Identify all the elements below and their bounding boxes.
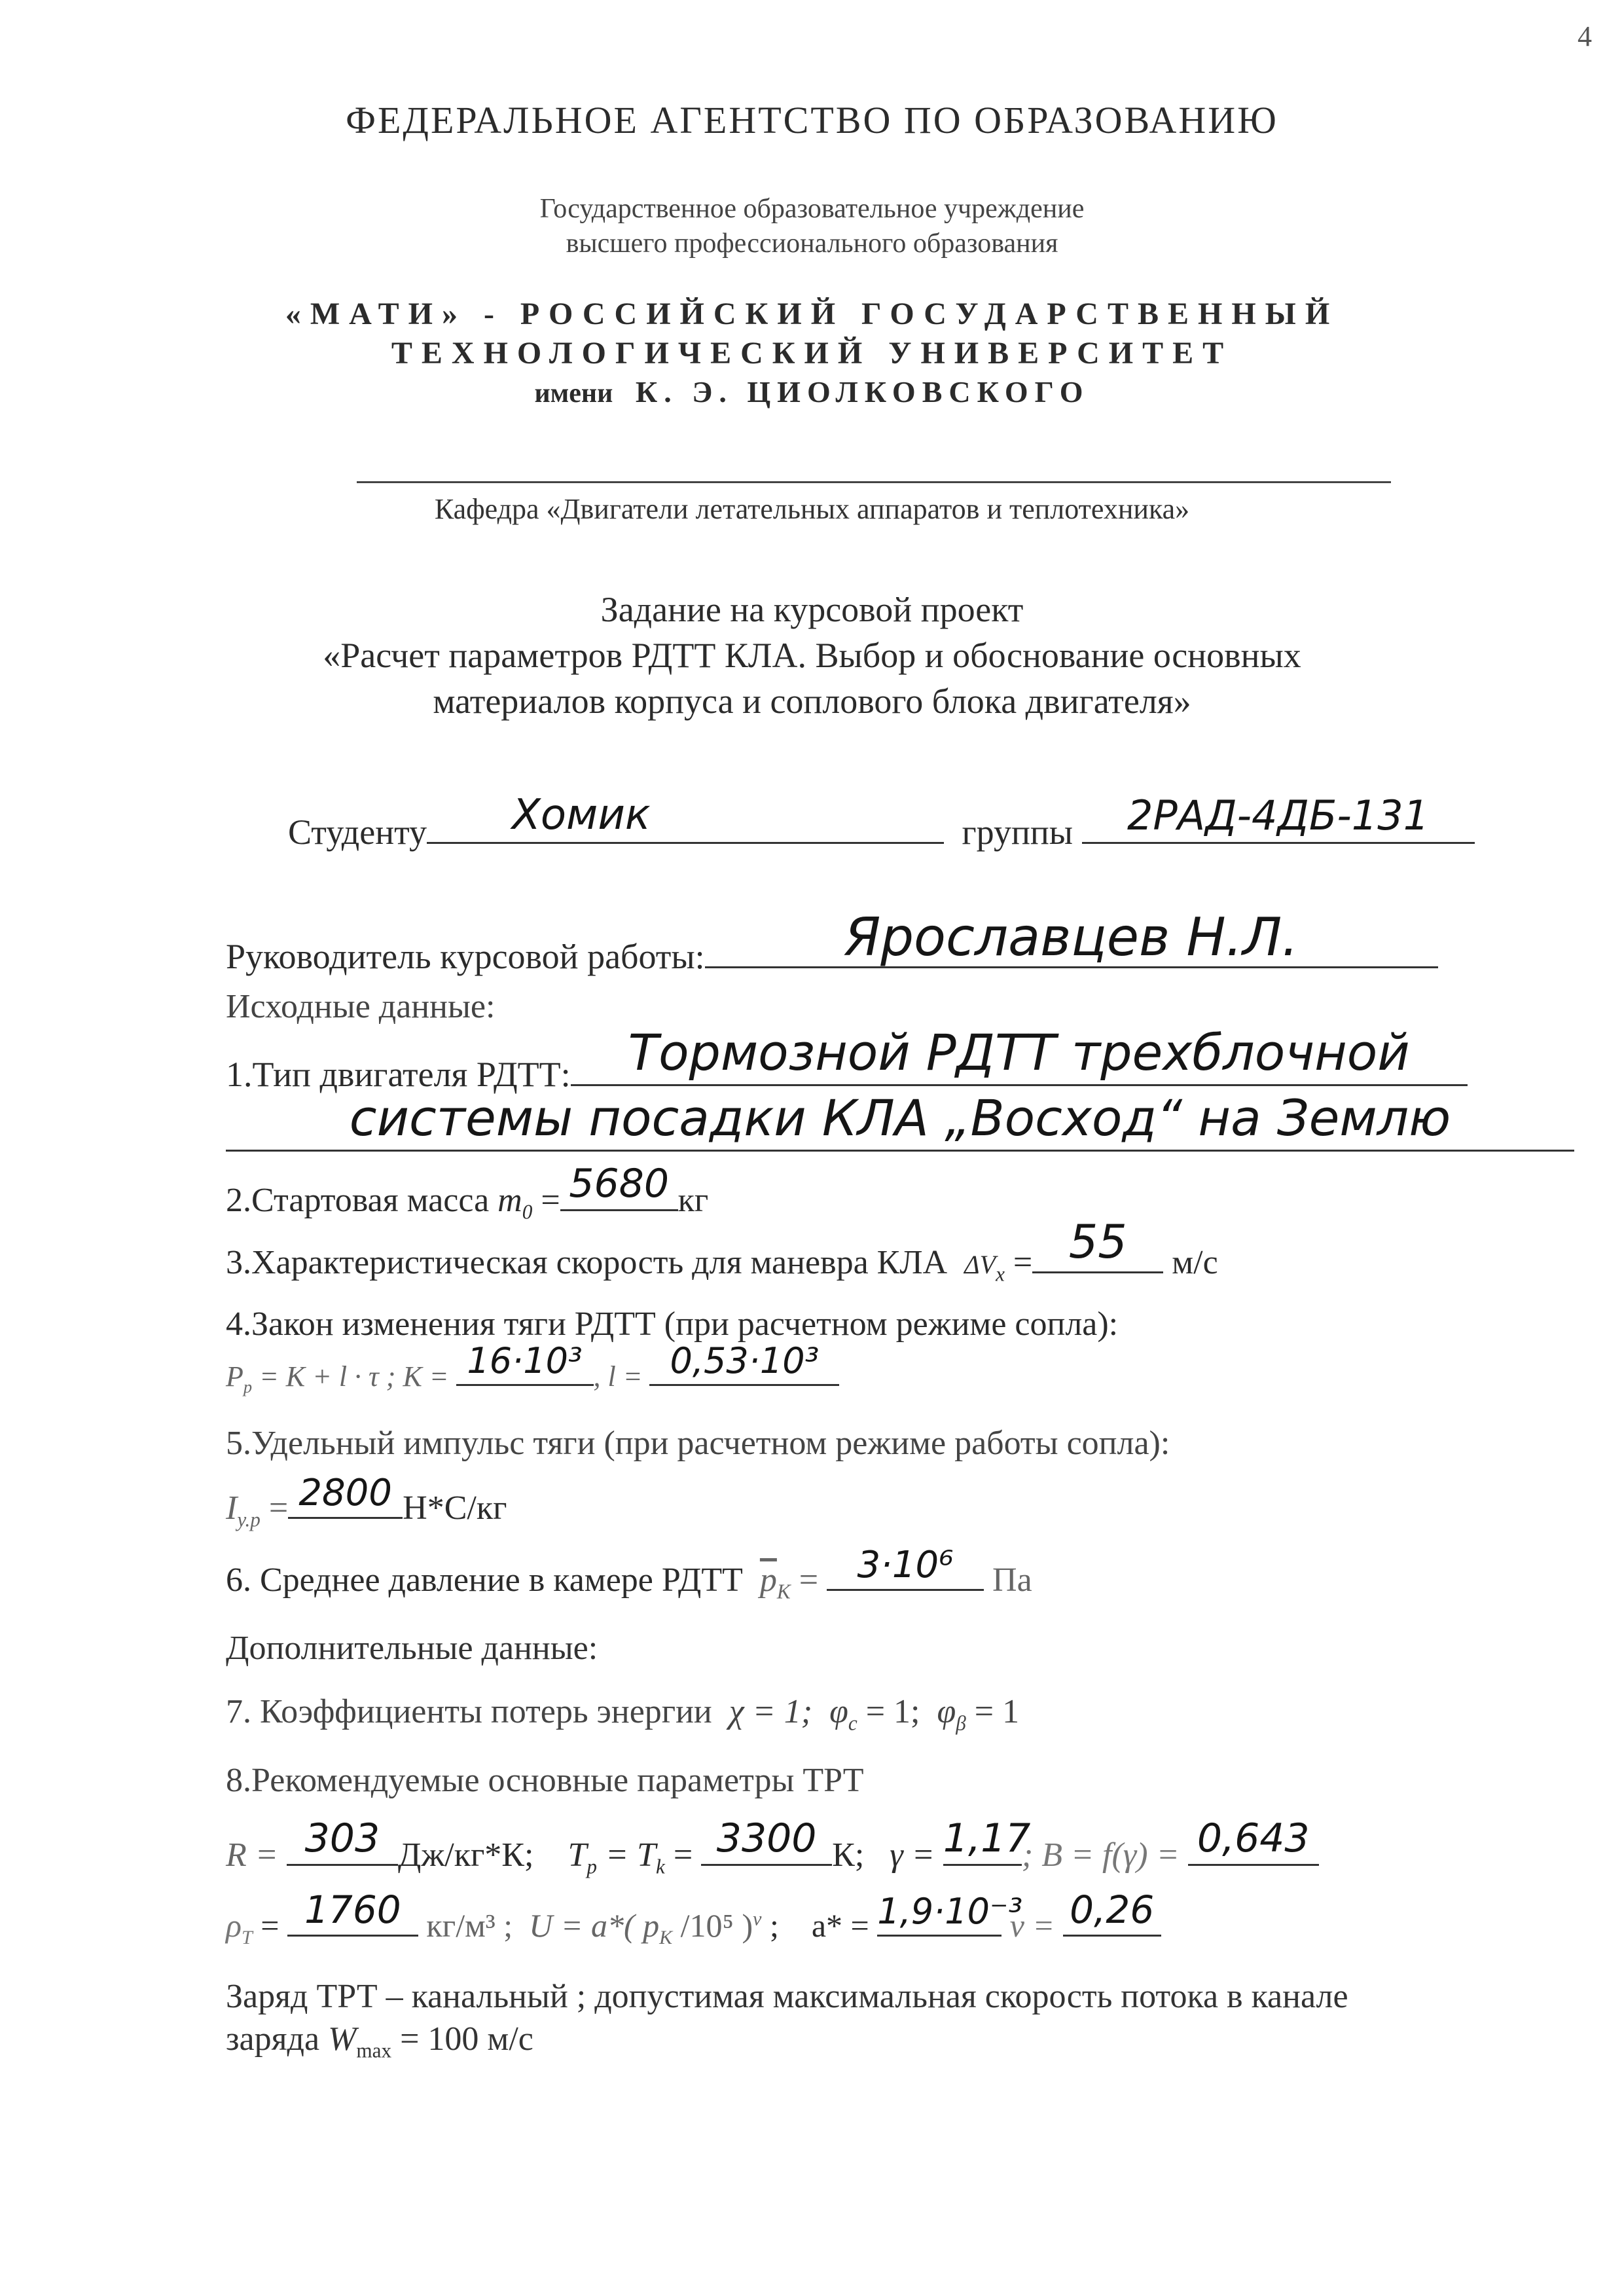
item7-row bbox=[226, 1692, 1019, 1735]
assignment-line2: «Расчет параметров РДТТ КЛА. Выбор и обоснование основных bbox=[323, 636, 1301, 675]
item3-value: 55 bbox=[1068, 1215, 1127, 1269]
item4-formula: = K + l · τ ; K = bbox=[252, 1360, 456, 1393]
rho-unit: кг/м³ ; bbox=[426, 1907, 513, 1944]
initial-data-heading: Исходные данные: bbox=[226, 988, 496, 1025]
r-value: 303 bbox=[304, 1815, 380, 1861]
b-label: ; B = f(γ) = bbox=[1021, 1836, 1188, 1874]
supervisor-label: Руководитель курсовой работы: bbox=[226, 937, 705, 976]
agency-title: ФЕДЕРАЛЬНОЕ АГЕНТСТВО ПО ОБРАЗОВАНИЮ bbox=[346, 99, 1278, 141]
institution-line1: Государственное образовательное учреждение bbox=[539, 194, 1085, 224]
item4-formula-row bbox=[226, 1340, 839, 1397]
t-eq: = bbox=[664, 1836, 702, 1874]
item1-label: 1.Тип двигателя РДТТ: bbox=[226, 1055, 571, 1094]
item5-sub: y.p bbox=[237, 1508, 261, 1531]
university-line2: ТЕХНОЛОГИЧЕСКИЙ УНИВЕРСИТЕТ bbox=[391, 336, 1233, 371]
a-field bbox=[877, 1891, 1023, 1937]
item1-row bbox=[226, 1023, 1468, 1095]
item4-label: 4.Закон изменения тяги РДТТ (при расчетном режиме сопла): bbox=[226, 1305, 1119, 1343]
t-field bbox=[701, 1815, 832, 1866]
charge-value: = 100 м/с bbox=[391, 2020, 533, 2058]
rho-label: ρ bbox=[226, 1907, 242, 1944]
item8-label: 8.Рекомендуемые основные параметры ТРТ bbox=[226, 1762, 864, 1799]
group-field bbox=[1082, 792, 1475, 844]
student-row bbox=[288, 791, 1475, 852]
item3-sub: x bbox=[996, 1262, 1005, 1286]
item5-value: 2800 bbox=[298, 1472, 392, 1514]
supervisor-field bbox=[705, 907, 1438, 968]
item7-phi-b-value: = 1 bbox=[965, 1693, 1020, 1730]
gamma-field bbox=[943, 1815, 1031, 1866]
rho-sub: T bbox=[242, 1927, 253, 1948]
charge-symbol: W bbox=[328, 2020, 357, 2058]
u-label: U = a*( p bbox=[529, 1907, 660, 1944]
t-label: T bbox=[568, 1836, 587, 1874]
charge-prefix: заряда bbox=[226, 2020, 329, 2058]
item4-l-field bbox=[649, 1340, 839, 1386]
item3-label: 3.Характеристическая скорость для маневра КЛА bbox=[226, 1244, 948, 1281]
item2-symbol: m bbox=[497, 1182, 522, 1219]
item2-row: 2.Стартовая масса $m_0$ = 5680 кг bbox=[226, 1161, 709, 1224]
supervisor-row bbox=[226, 907, 1438, 977]
item4-K-field bbox=[456, 1340, 594, 1386]
item6-sub: K bbox=[776, 1580, 791, 1603]
department: Кафедра «Двигатели летательных аппаратов и теплотехника» bbox=[434, 493, 1190, 525]
u-semicolon: ; bbox=[761, 1907, 779, 1944]
charge-line2 bbox=[226, 2020, 533, 2062]
rho-field bbox=[287, 1887, 418, 1937]
item6-unit: Па bbox=[992, 1561, 1032, 1599]
item5-field bbox=[288, 1472, 403, 1519]
rho-value: 1760 bbox=[304, 1887, 401, 1932]
b-value: 0,643 bbox=[1197, 1815, 1310, 1861]
item2-label: 2.Стартовая масса bbox=[226, 1182, 490, 1219]
t-value: 3300 bbox=[716, 1815, 817, 1861]
params-row2 bbox=[226, 1887, 1161, 1949]
assignment-line3: материалов корпуса и соплового блока двигателя» bbox=[433, 682, 1191, 721]
rho-eq: = bbox=[252, 1907, 287, 1944]
item2-value: 5680 bbox=[569, 1161, 669, 1207]
institution-line2: высшего профессионального образования bbox=[566, 228, 1058, 259]
item6-value: 3·10⁶ bbox=[857, 1544, 954, 1586]
item6-row: 6. Среднее давление в камере РДТТ $\overline{p}_K$ = 3·10⁶ Па bbox=[226, 1544, 1032, 1603]
item4-l-value: 0,53·10³ bbox=[670, 1340, 820, 1381]
student-name: Хомик bbox=[512, 791, 651, 839]
a-label: a* = bbox=[811, 1907, 878, 1944]
item4-formula-sub: p bbox=[243, 1376, 253, 1396]
item3-symbol: ΔV bbox=[964, 1250, 996, 1279]
r-label: R = bbox=[226, 1836, 287, 1874]
t-unit: К; bbox=[832, 1836, 865, 1874]
r-field bbox=[287, 1815, 398, 1866]
item7-phi-c-sub: c bbox=[848, 1711, 857, 1735]
item2-field bbox=[560, 1161, 678, 1211]
charge-sub: max bbox=[356, 2039, 392, 2062]
additional-data-heading: Дополнительные данные: bbox=[226, 1630, 598, 1667]
item1-field-line2 bbox=[226, 1089, 1574, 1152]
item7-phi-b: φ bbox=[937, 1693, 956, 1730]
nu-field bbox=[1063, 1887, 1161, 1937]
item7-phi-c: φ bbox=[829, 1693, 848, 1730]
t-sub: p bbox=[586, 1855, 597, 1878]
u-exp: ν bbox=[753, 1908, 762, 1930]
u-sub: K bbox=[659, 1927, 673, 1948]
item7-chi: χ = 1; bbox=[729, 1693, 813, 1730]
assignment-line1: Задание на курсовой проект bbox=[600, 590, 1024, 629]
params-row1 bbox=[226, 1815, 1319, 1878]
a-value: 1,9·10⁻³ bbox=[877, 1891, 1023, 1932]
gamma-label: γ = bbox=[890, 1836, 943, 1874]
item7-phi-b-sub: β bbox=[956, 1711, 966, 1735]
page-number: 4 bbox=[1578, 20, 1592, 52]
item4-formula-symbol: P bbox=[226, 1360, 244, 1393]
b-field bbox=[1188, 1815, 1319, 1866]
t-mid: = T bbox=[596, 1836, 656, 1874]
university-name: К. Э. ЦИОЛКОВСКОГО bbox=[635, 375, 1090, 409]
item6-symbol: $\overline{p}$ bbox=[759, 1561, 777, 1599]
charge-line1: Заряд ТРТ – канальный ; допустимая максимальная скорость потока в канале bbox=[226, 1978, 1348, 2015]
header-divider bbox=[357, 481, 1391, 483]
supervisor-name: Ярославцев Н.Л. bbox=[844, 907, 1299, 968]
item5-label: 5.Удельный импульс тяги (при расчетном режиме работы сопла): bbox=[226, 1425, 1170, 1462]
item3-unit: м/с bbox=[1172, 1244, 1218, 1281]
item2-unit: кг bbox=[677, 1182, 709, 1219]
nu-value: 0,26 bbox=[1070, 1887, 1155, 1932]
item3-row: 3.Характеристическая скорость для маневра КЛА $\Delta V_x$ = 55 м/с bbox=[226, 1215, 1218, 1286]
university-line1: «МАТИ» - РОССИЙСКИЙ ГОСУДАРСТВЕННЫЙ bbox=[285, 297, 1339, 331]
university-line3 bbox=[0, 374, 1624, 409]
item6-label: 6. Среднее давление в камере РДТТ bbox=[226, 1561, 743, 1599]
item6-field bbox=[827, 1544, 984, 1591]
u-rest: /10⁵ ) bbox=[672, 1907, 753, 1944]
r-unit: Дж/кг*К; bbox=[397, 1836, 534, 1874]
university-name-prefix: имени bbox=[534, 378, 613, 409]
item7-phi-c-value: = 1; bbox=[857, 1693, 920, 1730]
group-label: группы bbox=[962, 812, 1074, 852]
student-name-field bbox=[427, 791, 944, 844]
item4-l-label: , l = bbox=[593, 1360, 650, 1393]
gamma-value: 1,17 bbox=[943, 1815, 1031, 1861]
nu-label: ν = bbox=[1009, 1907, 1063, 1944]
item1-value-line2: системы посадки КЛА „Восход“ на Землю bbox=[349, 1089, 1451, 1147]
student-label: Студенту bbox=[288, 812, 427, 852]
item1-value-line1: Тормозной РДТТ трехблочной bbox=[628, 1023, 1410, 1082]
item5-row: $I_{y.p}$ = 2800 Н*С/кг bbox=[226, 1472, 507, 1531]
t-sub2: k bbox=[655, 1855, 665, 1878]
item1-field-line1 bbox=[571, 1023, 1468, 1086]
item5-symbol: I bbox=[226, 1489, 238, 1527]
item2-sub: 0 bbox=[522, 1200, 533, 1224]
item4-K-value: 16·10³ bbox=[467, 1340, 583, 1381]
group-value: 2РАД-4ДБ-131 bbox=[1127, 792, 1430, 839]
item5-unit: Н*С/кг bbox=[403, 1489, 507, 1527]
item3-field bbox=[1032, 1215, 1163, 1273]
item1-row2 bbox=[226, 1089, 1574, 1160]
item7-label: 7. Коэффициенты потерь энергии bbox=[226, 1693, 712, 1730]
